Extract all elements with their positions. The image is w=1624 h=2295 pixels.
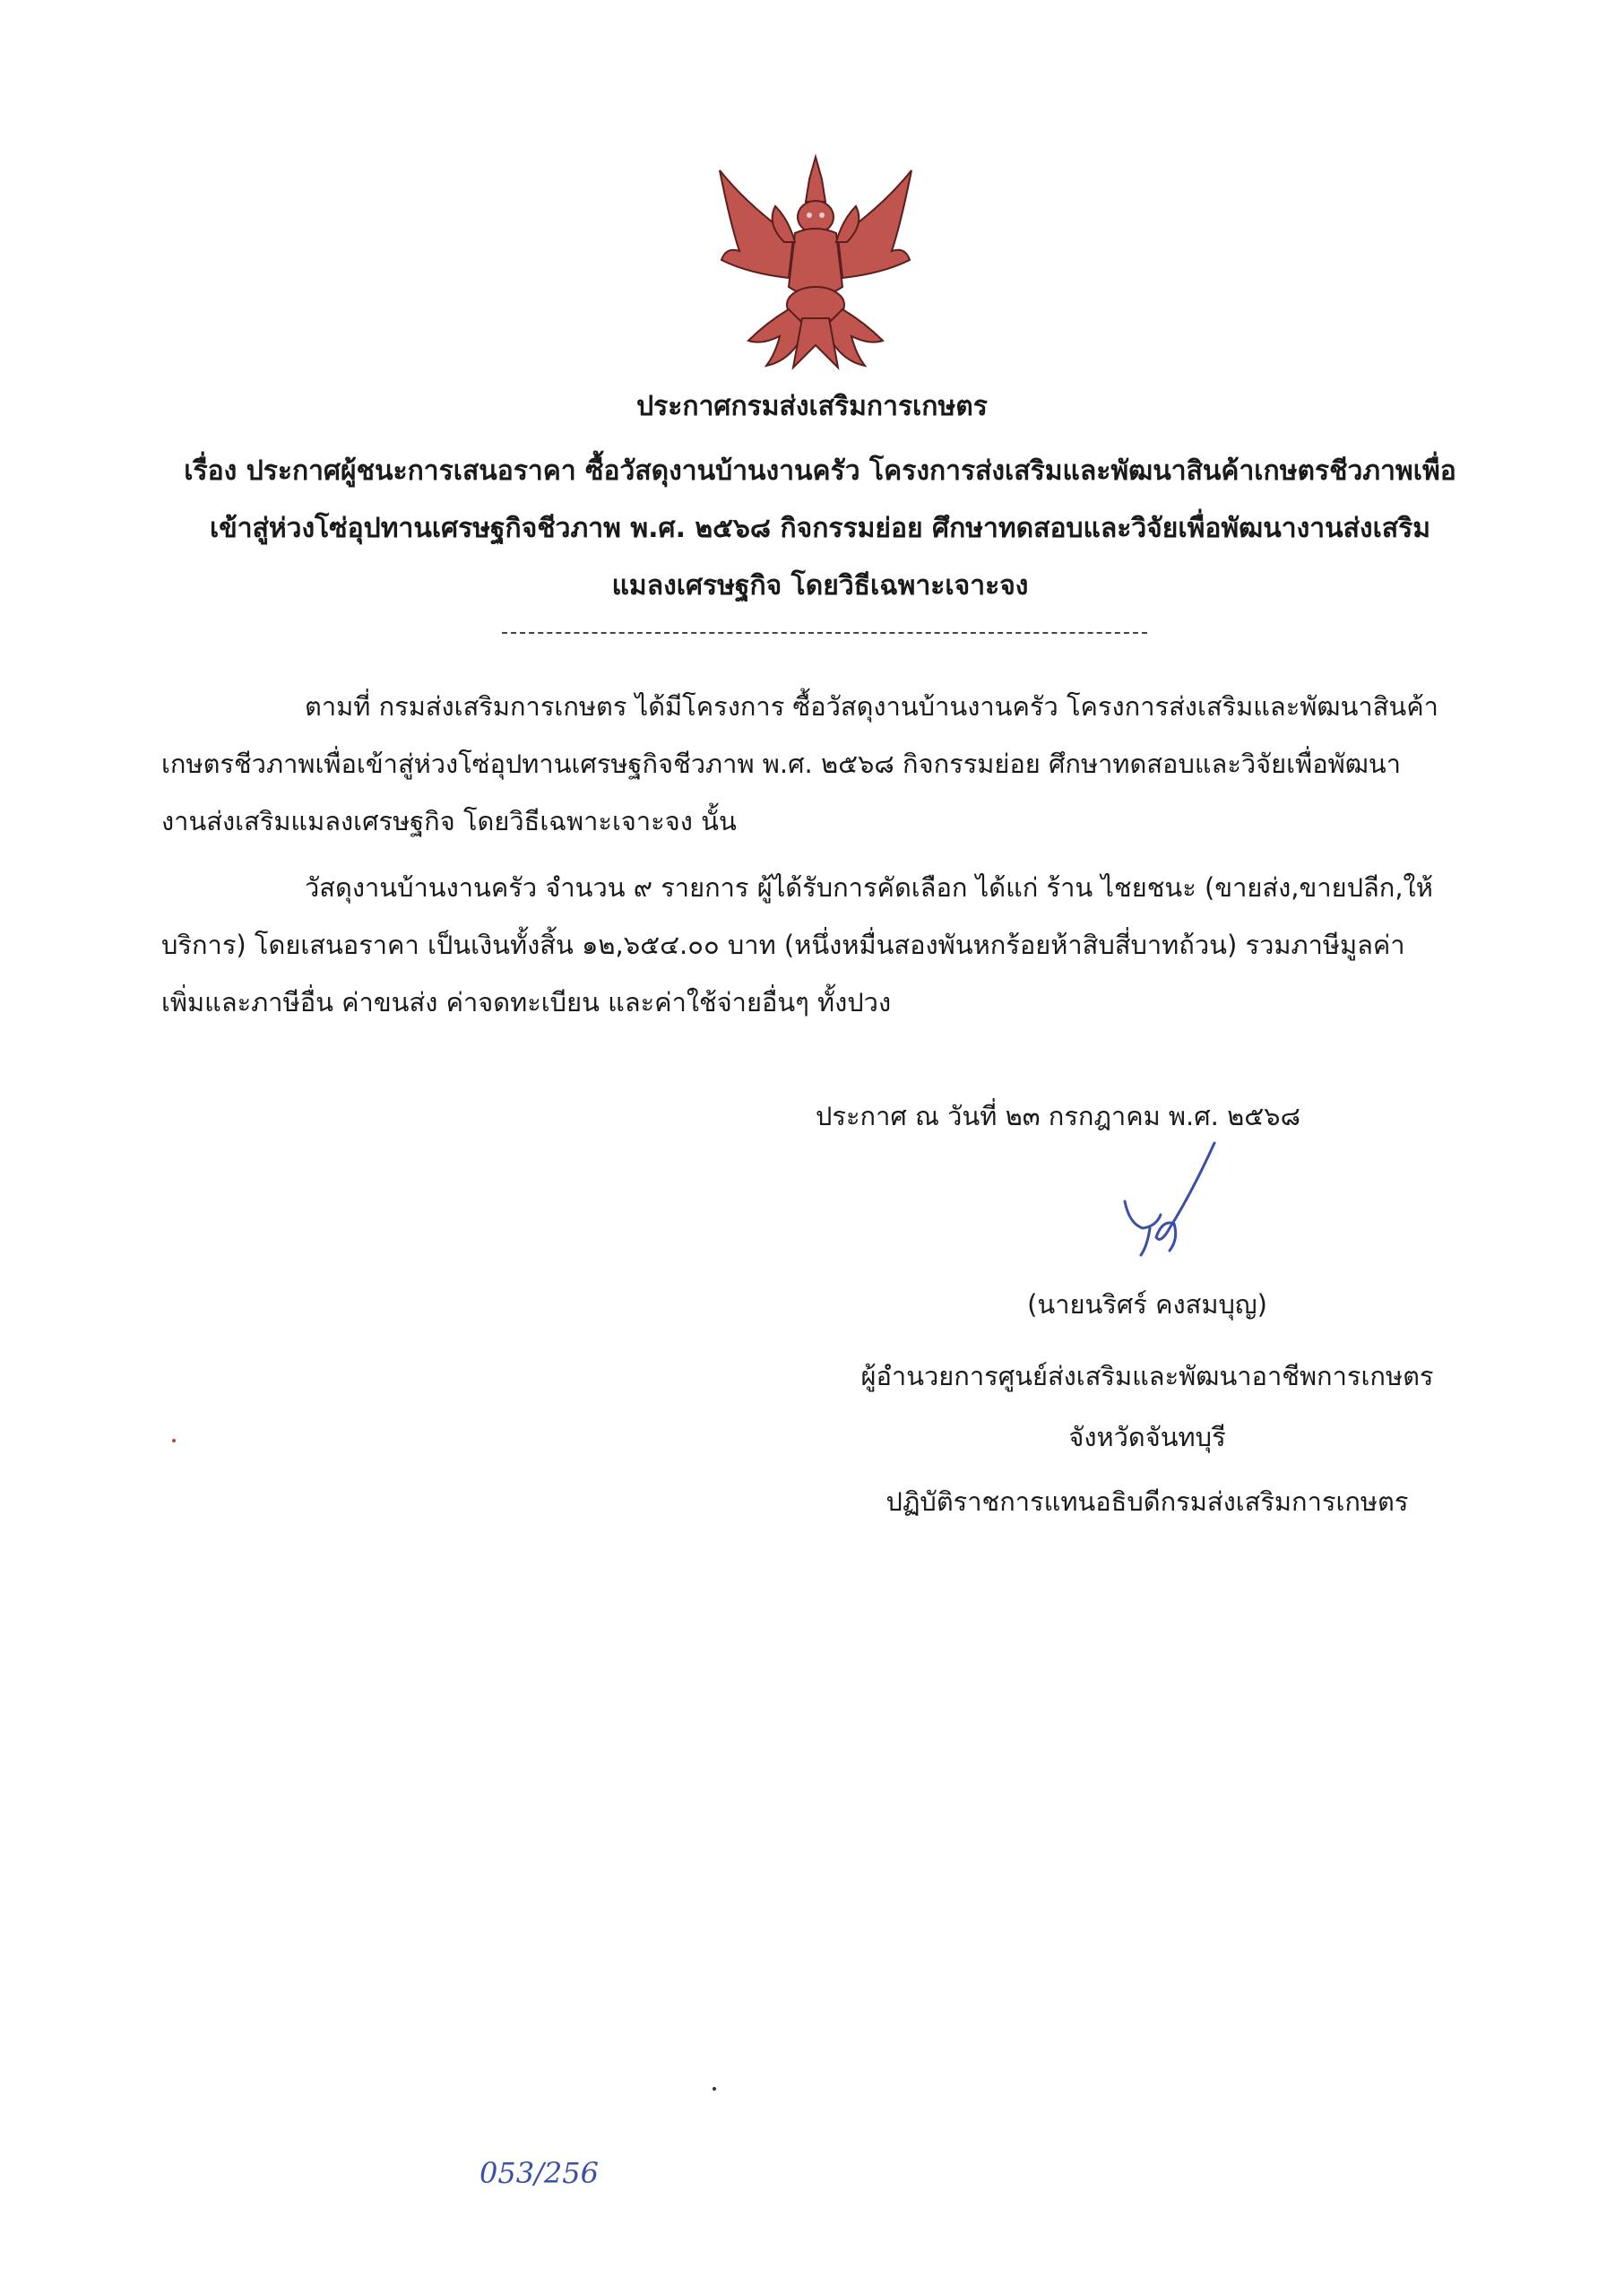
separator-line [502, 632, 1147, 634]
paragraph-award [161, 859, 1461, 1031]
announcement-title: ประกาศกรมส่งเสริมการเกษตร [636, 391, 988, 422]
handwritten-reference-number: 053/256 [479, 2156, 599, 2190]
paragraph-line: เพิ่มและภาษีอื่น ค่าขนส่ง ค่าจดทะเบียน และค่าใช้จ่ายอื่นๆ ทั้งปวง [161, 987, 892, 1018]
signatory-position: ปฏิบัติราชการแทนอธิบดีกรมส่งเสริมการเกษตร [885, 1486, 1409, 1517]
paragraph-line: บริการ) โดยเสนอราคา เป็นเงินทั้งสิ้น ๑๒,๖๕๔.๐๐ บาท (หนึ่งหมื่นสองพันหกร้อยห้าสิบสี่บาทถ้วน) รวมภาษีมูลค่า [161, 930, 1405, 960]
paragraph-line: ตามที่ กรมส่งเสริมการเกษตร ได้มีโครงการ ซื้อวัสดุงานบ้านงานครัว โครงการส่งเสริมและพัฒนาสินค้า [305, 691, 1438, 722]
scan-speck [713, 2087, 716, 2091]
announce-date: ประกาศ ณ วันที่ ๒๓ กรกฎาคม พ.ศ. ๒๕๖๘ [816, 1101, 1300, 1131]
garuda-emblem-icon [713, 152, 919, 372]
subject-line: แมลงเศรษฐกิจ โดยวิธีเฉพาะเจาะจง [611, 570, 1029, 602]
paragraph-intro [161, 678, 1461, 850]
paragraph-line: เกษตรชีวภาพเพื่อเข้าสู่ห่วงโซ่อุปทานเศรษฐกิจชีวภาพ พ.ศ. ๒๕๖๘ กิจกรรมย่อย ศึกษาทดสอบและวิจัยเพื่อพัฒนา [161, 749, 1402, 779]
signatory-position: ผู้อำนวยการศูนย์ส่งเสริมและพัฒนาอาชีพการเกษตร [860, 1361, 1434, 1391]
subject-line: เรื่อง ประกาศผู้ชนะการเสนอราคา ซื้อวัสดุงานบ้านงานครัว โครงการส่งเสริมและพัฒนาสินค้าเกษตรชีวภาพเพื่อ [184, 455, 1456, 487]
signatory-position: จังหวัดจันทบุรี [1068, 1422, 1226, 1452]
paragraph-line: วัสดุงานบ้านงานครัว จำนวน ๙ รายการ ผู้ได้รับการคัดเลือก ได้แก่ ร้าน ไชยชนะ (ขายส่ง,ขายปลีก,ให้ [305, 872, 1433, 903]
subject-line: เข้าสู่ห่วงโซ่อุปทานเศรษฐกิจชีวภาพ พ.ศ. ๒๕๖๘ กิจกรรมย่อย ศึกษาทดสอบและวิจัยเพื่อพัฒนางานส่งเสริม [209, 513, 1431, 544]
scan-speck [172, 1439, 176, 1442]
paragraph-line: งานส่งเสริมแมลงเศรษฐกิจ โดยวิธีเฉพาะเจาะจง นั้น [161, 806, 737, 836]
signatory-name: (นายนริศร์ คงสมบุญ) [1027, 1289, 1267, 1320]
handwritten-signature [1107, 1139, 1223, 1264]
